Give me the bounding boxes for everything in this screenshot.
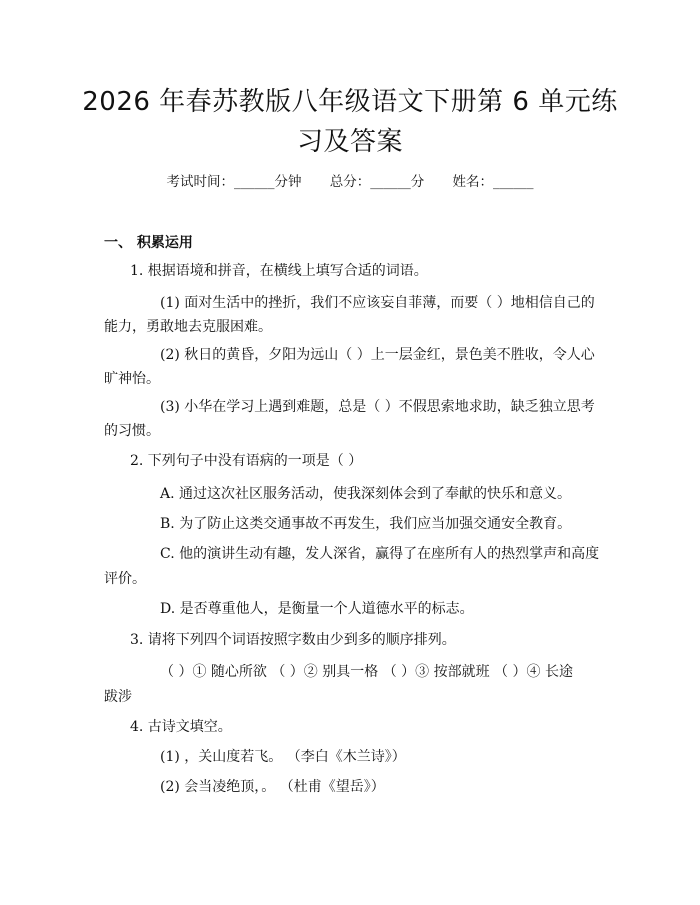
q2-option-b: B. 为了防止这类交通事故不再发生，我们应当加强交通安全教育。 (160, 516, 572, 532)
q1-item-3-line-2: 的习惯。 (104, 423, 160, 439)
title-line-1: 2026 年春苏教版八年级语文下册第 6 单元练 (82, 87, 618, 117)
q1-item-2-line-1: (2) 秋日的黄昏，夕阳为远山（ ）上一层金红，景色美不胜收，令人心 (160, 347, 595, 363)
q2-option-c-line-1: C. 他的演讲生动有趣，发人深省，赢得了在座所有人的热烈掌声和高度 (160, 546, 600, 562)
q4-item-1: (1) ，关山度若飞。 （李白《木兰诗》） (160, 749, 406, 765)
q1-item-3-line-1: (3) 小华在学习上遇到难题，总是（ ）不假思索地求助，缺乏独立思考 (160, 399, 595, 415)
q2-option-c-line-2: 评价。 (104, 571, 146, 587)
exam-time: 考试时间：______分钟 (166, 174, 302, 190)
exam-total-score: 总分：______分 (329, 174, 425, 190)
q1-item-2-line-2: 旷神怡。 (104, 371, 160, 387)
q3-options-line-1: （ ）① 随心所欲 （ ）② 别具一格 （ ）③ 按部就班 （ ）④ 长途 (160, 664, 573, 680)
student-name: 姓名：______ (452, 174, 534, 190)
q1-item-1-line-1: (1) 面对生活中的挫折，我们不应该妄自菲薄，而要（ ）地相信自己的 (160, 295, 595, 311)
exam-meta (0, 170, 700, 190)
question-4-stem: 4. 古诗文填空。 (130, 719, 232, 735)
title-line-2: 习及答案 (296, 127, 403, 157)
section-heading: 一、 积累运用 (104, 235, 193, 251)
question-2-stem: 2. 下列句子中没有语病的一项是（ ） (130, 453, 363, 469)
q1-item-1-line-2: 能力，勇敢地去克服困难。 (104, 319, 272, 335)
q2-option-a: A. 通过这次社区服务活动，使我深刻体会到了奉献的快乐和意义。 (160, 486, 572, 502)
q2-option-d: D. 是否尊重他人，是衡量一个人道德水平的标志。 (160, 601, 474, 617)
q3-options-line-2: 跋涉 (104, 689, 132, 705)
question-3-stem: 3. 请将下列四个词语按照字数由少到多的顺序排列。 (130, 632, 456, 648)
question-1-stem: 1. 根据语境和拼音，在横线上填写合适的词语。 (130, 263, 428, 279)
document-title (70, 82, 630, 162)
q4-item-2: (2) 会当凌绝顶，。 （杜甫《望岳》） (160, 779, 385, 795)
